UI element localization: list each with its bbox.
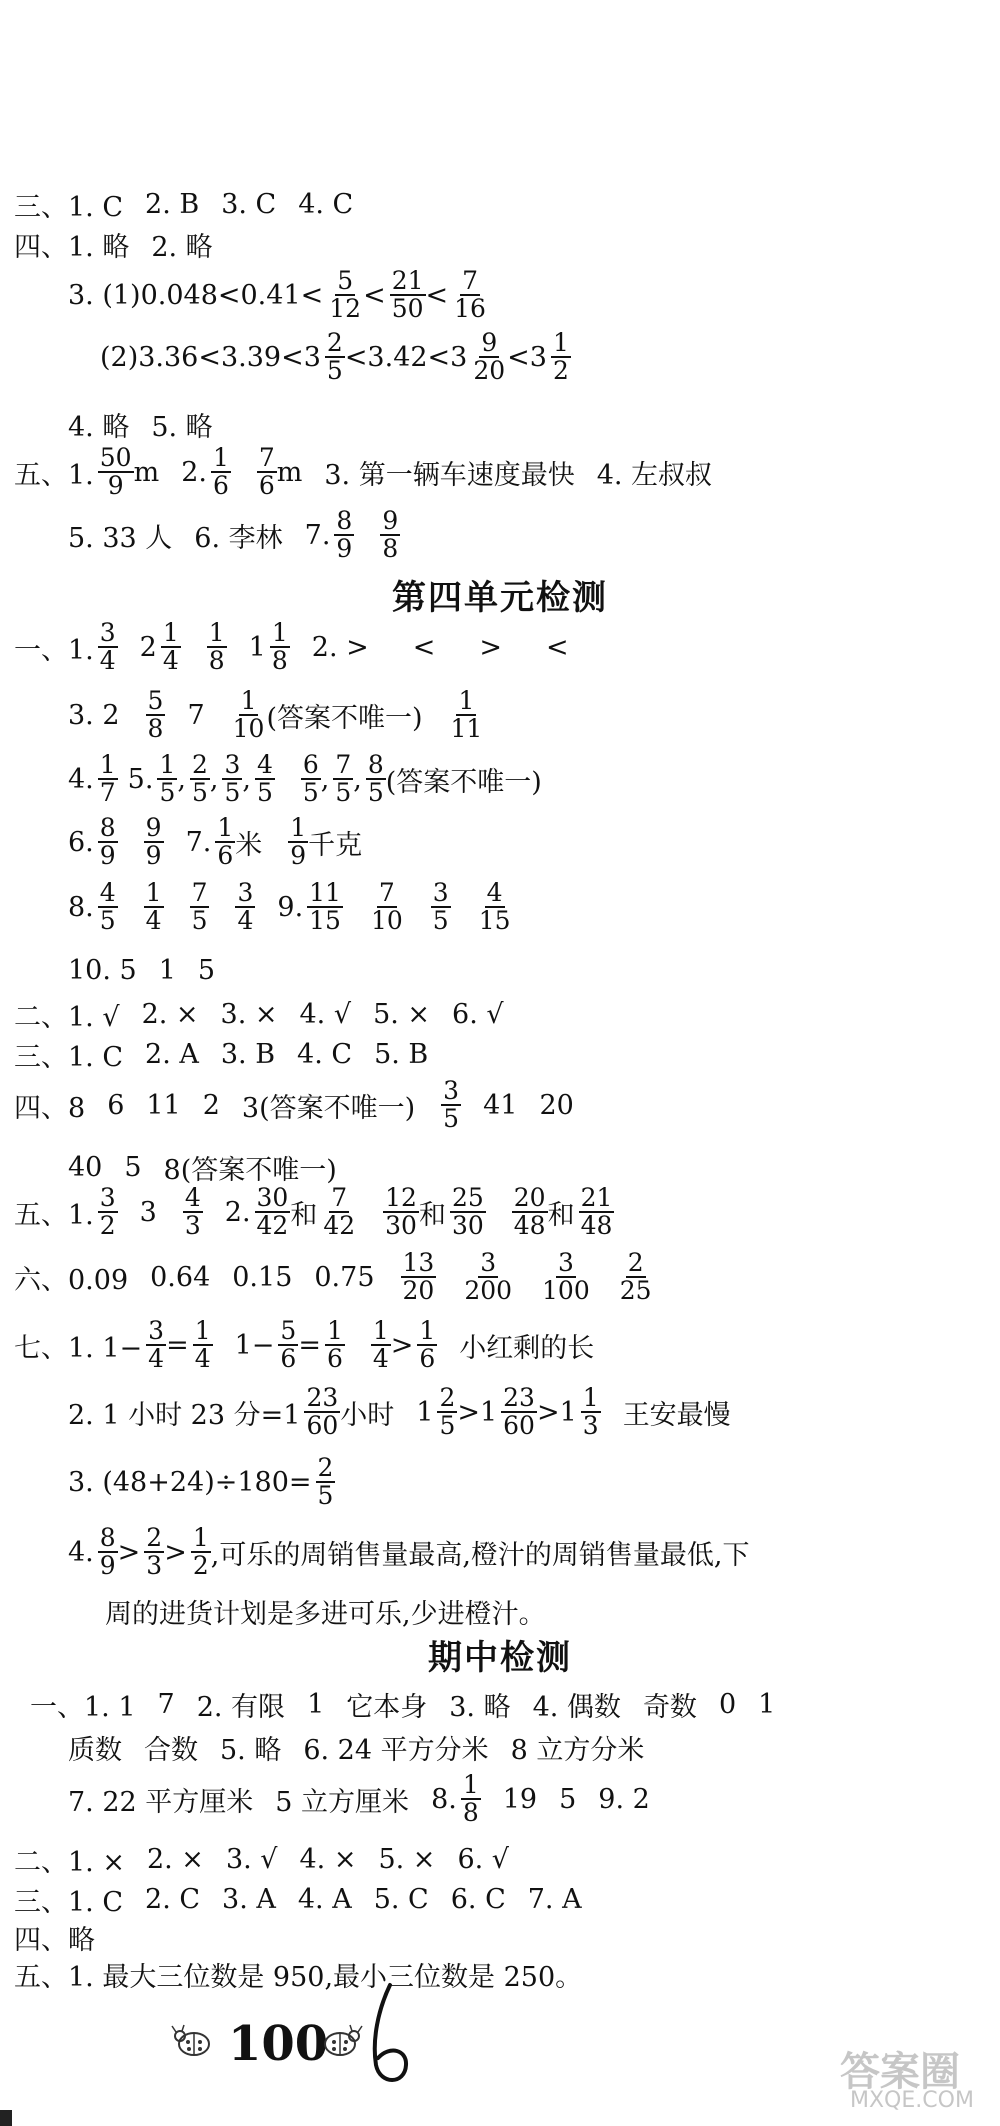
answer-text: 0.15	[232, 1261, 293, 1293]
answer-text: 10. 5	[68, 955, 137, 986]
answer-text: 2.	[224, 1196, 251, 1228]
answer-text: 2	[202, 1089, 220, 1121]
ladybug-left-icon	[170, 2022, 216, 2060]
answer-line	[68, 405, 213, 444]
fraction: $\frac{1}{9}$	[290, 813, 307, 871]
answer-text: 5 立方厘米	[275, 1786, 410, 1818]
answer-text: (答案不唯一)	[385, 766, 542, 798]
fraction: $\frac{1}{6}$	[212, 443, 229, 501]
answer-text: <3.42<3	[344, 341, 468, 373]
answer-text: 4. √	[299, 999, 352, 1030]
answer-text: <	[425, 279, 449, 311]
fraction: $\frac{7}{10}$	[370, 878, 403, 936]
answer-line	[14, 1078, 574, 1133]
answer-text: 40	[68, 1152, 103, 1183]
answer-text: 6. 李林	[194, 522, 283, 554]
fraction: $\frac{7}{42}$	[323, 1183, 356, 1241]
answer-text: 6. C	[450, 1884, 506, 1915]
answer-text: <	[363, 279, 386, 311]
fraction: $\frac{4}{5}$	[99, 878, 116, 936]
fraction: $\frac{2}{5}$	[439, 1383, 456, 1441]
fraction: $\frac{8}{9}$	[99, 1523, 116, 1581]
answer-text: 4. C	[297, 1039, 353, 1070]
fraction: $\frac{1}{3}$	[582, 1383, 599, 1441]
answer-text: 1	[307, 1689, 325, 1720]
answer-text: >	[117, 1536, 141, 1568]
answer-text: 2.	[181, 456, 207, 488]
answer-line	[68, 1525, 749, 1580]
fraction: $\frac{1}{11}$	[450, 686, 483, 744]
fraction: $\frac{5}{6}$	[280, 1316, 297, 1374]
fraction: $\frac{7}{5}$	[335, 750, 352, 808]
answer-text: 5. B	[374, 1039, 429, 1070]
answer-text: 6. √	[452, 999, 504, 1030]
answer-text: 2. 有限	[196, 1692, 286, 1723]
answer-text: >1	[536, 1396, 577, 1428]
fraction: $\frac{2}{25}$	[619, 1248, 652, 1306]
watermark-logo: 答案圈	[840, 2049, 960, 2095]
answer-text: 3. 略	[449, 1692, 511, 1723]
answer-line	[14, 1840, 509, 1879]
answer-text: 六、0.09	[14, 1264, 129, 1296]
fraction: $\frac{1}{4}$	[162, 618, 179, 676]
answer-text: 5. ×	[378, 1844, 436, 1875]
answer-text: 二、1. ×	[14, 1847, 125, 1878]
answer-text: 5	[559, 1783, 577, 1815]
answer-line	[68, 880, 513, 935]
answer-text: 2. >	[311, 631, 369, 663]
answer-text: 一、1. 1	[30, 1692, 136, 1723]
answer-text: <	[412, 631, 436, 663]
fraction: $\frac{3}{4}$	[99, 618, 116, 676]
fraction: $\frac{4}{5}$	[256, 750, 273, 808]
fraction: $\frac{3}{4}$	[148, 1316, 165, 1374]
answer-line	[100, 330, 571, 385]
answer-text: 五、1. 最大三位数是 950,最小三位数是 250。	[14, 1962, 583, 1993]
fraction: $\frac{1}{4}$	[194, 1316, 211, 1374]
fraction: $\frac{1}{5}$	[159, 750, 176, 808]
answer-text: 6.	[68, 826, 94, 858]
answer-line: 4. $\frac{1}{7}$ 5. $\frac{1}{5}$ , $\frac{2}{5}$ , $\frac{3}{5}$ , $\frac{4}{5}$ $\frac{6}{5}$ , $\frac{7}{5}$ , $\frac{8}{5}$ (答案不唯一)	[68, 750, 542, 808]
answer-text: 3. (48+24)÷180=	[68, 1466, 312, 1498]
fraction: $\frac{2}{5}$	[317, 1453, 334, 1511]
answer-text: 5	[124, 1152, 142, 1183]
answer-line	[14, 1318, 594, 1373]
answer-text: 3. 2	[68, 699, 120, 731]
answer-text: 8.	[68, 891, 94, 923]
fraction: $\frac{25}{30}$	[451, 1183, 484, 1241]
answer-text: 小红剩的长	[459, 1332, 595, 1364]
answer-text: 5. C	[373, 1884, 429, 1915]
answer-text: (2)3.36<3.39<3	[100, 341, 321, 373]
fraction: $\frac{21}{48}$	[580, 1183, 613, 1241]
answer-text: 5. 33 人	[68, 522, 173, 554]
fraction: $\frac{9}{8}$	[382, 506, 399, 564]
answer-text: 四、略	[14, 1925, 95, 1956]
answer-text: 和	[547, 1199, 575, 1231]
answer-text: 2. 1 小时 23 分=1	[68, 1399, 301, 1431]
answer-text: 7.	[185, 826, 212, 858]
answer-text: 1	[248, 631, 266, 663]
answer-text: (答案不唯一)	[266, 702, 423, 734]
fraction: $\frac{3}{5}$	[432, 878, 449, 936]
answer-text: m	[276, 456, 303, 488]
answer-text: 合数	[144, 1735, 198, 1766]
answer-text: 王安最慢	[622, 1399, 731, 1431]
answer-text: >1	[457, 1396, 498, 1428]
answer-text: 米	[235, 829, 263, 861]
answer-text: 6	[107, 1089, 125, 1121]
answer-text: 4. 左叔叔	[596, 459, 713, 491]
answer-text: 四、1. 略	[14, 232, 130, 263]
answer-text: 5.	[127, 763, 154, 795]
answer-text: 4. C	[298, 189, 354, 220]
answer-text: 2. A	[145, 1039, 199, 1070]
answer-text: 三、1. C	[14, 1887, 124, 1918]
answer-text: 2. ×	[146, 1844, 204, 1875]
fraction: $\frac{7}{6}$	[258, 443, 275, 501]
fraction: $\frac{8}{9}$	[336, 506, 353, 564]
fraction: $\frac{3}{2}$	[99, 1183, 116, 1241]
answer-text: 7.	[304, 519, 331, 551]
fraction: $\frac{13}{20}$	[402, 1248, 435, 1306]
answer-text: 1	[416, 1396, 434, 1428]
section-heading: 第四单元检测	[392, 578, 608, 618]
fraction: $\frac{8}{5}$	[367, 750, 384, 808]
answer-text: 9.	[277, 891, 304, 923]
answer-text: 5	[197, 955, 216, 986]
fraction: $\frac{1}{6}$	[217, 813, 234, 871]
answer-line	[14, 620, 569, 675]
fraction: $\frac{3}{5}$	[224, 750, 241, 808]
answer-line	[68, 815, 362, 870]
fraction: $\frac{4}{3}$	[184, 1183, 201, 1241]
fraction: $\frac{1}{8}$	[208, 618, 225, 676]
fraction: $\frac{12}{30}$	[385, 1183, 417, 1241]
answer-text: <3	[507, 341, 547, 373]
answer-text: 五、1.	[14, 459, 94, 491]
answer-text: 和	[418, 1199, 446, 1231]
fraction: $\frac{21}{50}$	[391, 266, 424, 324]
answer-text: 19	[502, 1783, 538, 1815]
watermark-url: MXQE.COM	[850, 2088, 974, 2113]
answer-text: 0.75	[314, 1261, 375, 1293]
fraction: $\frac{3}{100}$	[542, 1248, 590, 1306]
fraction: $\frac{1}{2}$	[552, 328, 569, 386]
answer-text: 小时	[340, 1399, 395, 1431]
answer-text: 2	[139, 631, 157, 663]
answer-text: 四、8	[14, 1092, 86, 1124]
answer-line	[14, 1035, 428, 1074]
answer-line	[68, 268, 488, 323]
answer-text: 一、1.	[14, 634, 94, 666]
fraction: $\frac{3}{5}$	[443, 1076, 460, 1134]
answer-text: 20	[539, 1089, 574, 1121]
fraction: $\frac{2}{5}$	[191, 750, 208, 808]
answer-text: 8 立方分米	[510, 1735, 645, 1766]
answer-text: 4. A	[297, 1884, 352, 1915]
fraction: $\frac{9}{9}$	[145, 813, 162, 871]
answer-line	[68, 955, 215, 986]
corner-mark	[0, 2110, 12, 2126]
handwritten-six-mark	[360, 1980, 420, 2090]
answer-line	[68, 688, 484, 743]
answer-line	[68, 1772, 650, 1827]
answer-text: =	[166, 1329, 189, 1361]
answer-text: 和	[290, 1199, 318, 1231]
fraction: $\frac{1}{7}$	[99, 750, 116, 808]
answer-text: ,可乐的周销售量最高,橙汁的周销售量最低,下	[210, 1539, 750, 1571]
answer-text: 3(答案不唯一)	[241, 1092, 416, 1124]
answer-line	[14, 1880, 582, 1919]
answer-text: 5. ×	[373, 999, 431, 1030]
fraction: $\frac{1}{4}$	[372, 1316, 389, 1374]
answer-text: 三、1. C	[14, 1042, 124, 1073]
fraction: $\frac{1}{6}$	[419, 1316, 436, 1374]
fraction: $\frac{23}{60}$	[306, 1383, 339, 1441]
answer-line	[14, 1185, 614, 1240]
answer-line	[68, 1148, 337, 1187]
answer-text: 3	[139, 1196, 157, 1228]
answer-text: 3. 第一辆车速度最快	[324, 459, 575, 491]
answer-text: 1−	[234, 1329, 275, 1361]
answer-text: 4. ×	[299, 1844, 357, 1875]
answer-text: 2. C	[145, 1884, 201, 1915]
answer-text: 2. B	[145, 189, 200, 220]
fraction: $\frac{1}{2}$	[192, 1523, 209, 1581]
answer-line	[14, 1250, 654, 1305]
answer-text: 3. C	[221, 189, 277, 220]
fraction: $\frac{2}{3}$	[146, 1523, 163, 1581]
fraction: $\frac{3}{200}$	[464, 1248, 513, 1306]
answer-line	[105, 1592, 546, 1631]
answer-text: 7. A	[527, 1884, 582, 1915]
answer-line	[68, 1455, 335, 1510]
page-number: 100	[228, 2016, 329, 2072]
answer-text: 0.64	[150, 1261, 211, 1293]
answer-text: >	[164, 1536, 187, 1568]
fraction: $\frac{4}{15}$	[478, 878, 511, 936]
answer-text: 2. ×	[141, 999, 199, 1030]
answer-line	[14, 225, 213, 264]
answer-text: 它本身	[346, 1692, 428, 1723]
answer-text: 9. 2	[598, 1783, 650, 1815]
answer-text: 3. A	[222, 1884, 276, 1915]
answer-text: <	[545, 631, 569, 663]
answer-text: 8.	[431, 1783, 457, 1815]
answer-text: 3. ×	[220, 999, 278, 1030]
answer-text: >	[479, 631, 502, 663]
fraction: $\frac{5}{12}$	[329, 266, 362, 324]
answer-line	[14, 1918, 95, 1957]
answer-text: 4.	[68, 1536, 94, 1568]
fraction: $\frac{7}{5}$	[191, 878, 208, 936]
answer-text: 4. 偶数	[532, 1692, 621, 1723]
fraction: $\frac{1}{10}$	[232, 686, 265, 744]
fraction: $\frac{11}{15}$	[309, 878, 341, 936]
answer-line	[14, 445, 712, 500]
fraction: $\frac{7}{16}$	[454, 266, 486, 324]
answer-text: 五、1.	[14, 1199, 94, 1231]
answer-text: 6. √	[457, 1844, 509, 1875]
fraction: $\frac{6}{5}$	[302, 750, 319, 808]
answer-text: 11	[146, 1089, 181, 1121]
answer-text: 7	[157, 1689, 175, 1720]
fraction: $\frac{20}{48}$	[513, 1183, 546, 1241]
answer-text: 二、1. √	[14, 1002, 120, 1033]
answer-text: 7. 22 平方厘米	[68, 1786, 254, 1818]
answer-text: 5. 略	[220, 1735, 282, 1766]
fraction: $\frac{23}{60}$	[503, 1383, 535, 1441]
fraction: $\frac{5}{8}$	[147, 686, 164, 744]
answer-text: 0	[718, 1689, 737, 1720]
answer-text: 41	[483, 1089, 518, 1121]
answer-text: 七、1. 1−	[14, 1332, 143, 1364]
answer-text: 2. 略	[151, 232, 213, 263]
answer-line	[30, 1685, 775, 1724]
answer-text: 8(答案不唯一)	[163, 1155, 337, 1186]
answer-line	[14, 185, 353, 224]
fraction: $\frac{50}{9}$	[99, 443, 132, 501]
answer-text: 千克	[308, 829, 363, 861]
answer-text: 1	[758, 1689, 776, 1720]
answer-text: 1	[158, 955, 176, 986]
answer-text: 6. 24 平方分米	[303, 1735, 489, 1766]
answer-line	[68, 1385, 731, 1440]
answer-text: 奇数	[642, 1692, 697, 1723]
answer-text: 3. √	[225, 1844, 278, 1875]
answer-text: 质数	[68, 1735, 122, 1766]
answer-text: >	[390, 1329, 414, 1361]
answer-text: 周的进货计划是多进可乐,少进橙汁。	[105, 1599, 546, 1630]
answer-text: 4. 略	[68, 412, 130, 443]
answer-text: 4.	[68, 763, 94, 795]
fraction: $\frac{2}{5}$	[326, 328, 343, 386]
fraction: $\frac{1}{4}$	[145, 878, 162, 936]
answer-line	[68, 1728, 644, 1767]
ladybug-right-icon	[318, 2022, 364, 2060]
answer-text: 5. 略	[151, 412, 213, 443]
answer-text: 3. B	[220, 1039, 276, 1070]
answer-line	[14, 1955, 582, 1994]
fraction: $\frac{9}{20}$	[473, 328, 506, 386]
fraction: $\frac{1}{8}$	[462, 1770, 479, 1828]
fraction: $\frac{30}{42}$	[256, 1183, 289, 1241]
fraction: $\frac{8}{9}$	[99, 813, 116, 871]
answer-line	[14, 995, 504, 1034]
fraction: $\frac{1}{6}$	[326, 1316, 343, 1374]
answer-text: 三、1. C	[14, 192, 124, 223]
answer-text: =	[298, 1329, 321, 1361]
answer-line	[68, 508, 400, 563]
answer-text: 7	[187, 699, 205, 731]
fraction: $\frac{3}{4}$	[237, 878, 254, 936]
answer-text: 3. (1)0.048<0.41<	[68, 279, 324, 311]
fraction: $\frac{1}{8}$	[271, 618, 288, 676]
section-heading: 期中检测	[428, 1638, 572, 1678]
answer-text: m	[133, 456, 160, 488]
